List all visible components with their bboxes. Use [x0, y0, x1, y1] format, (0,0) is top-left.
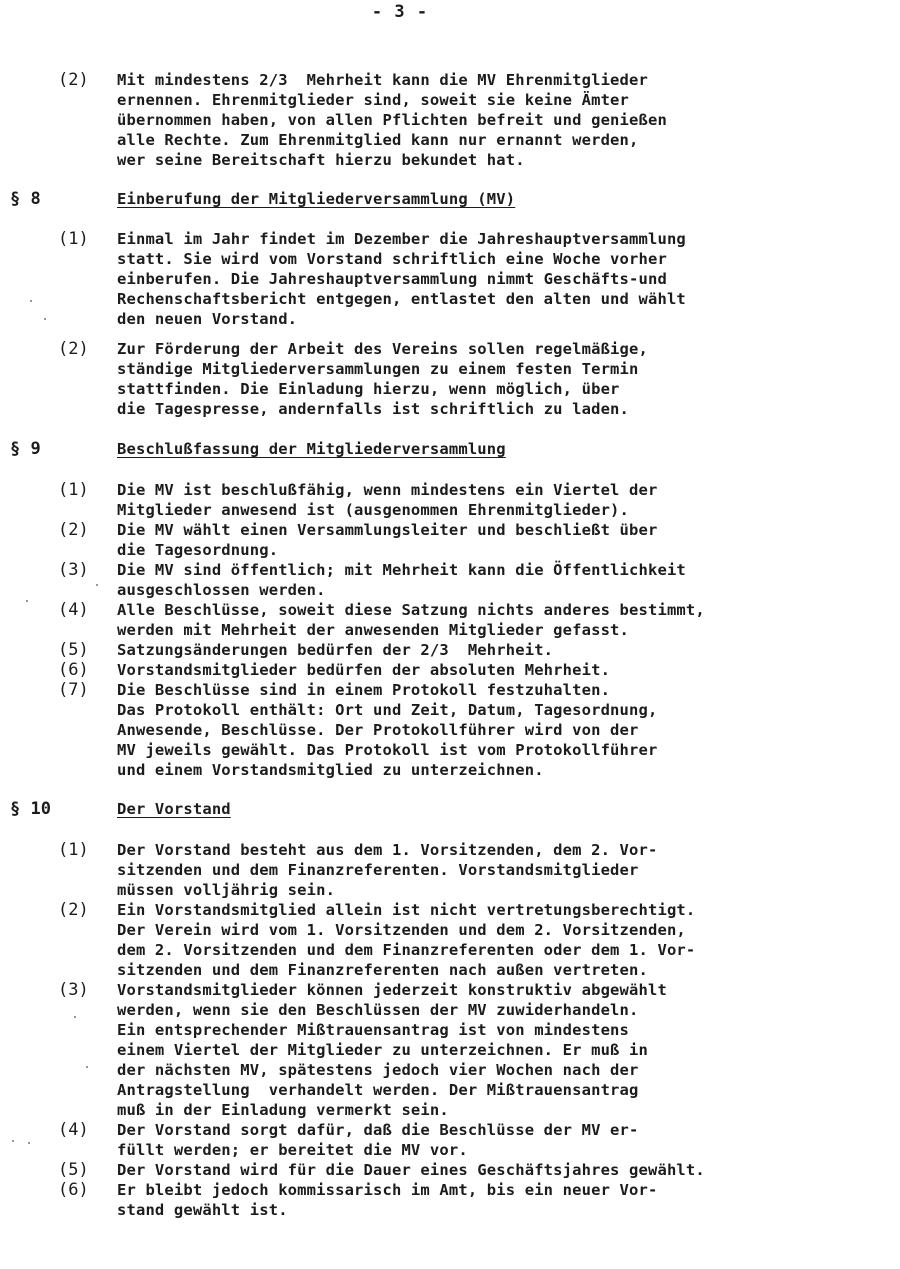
text-line: Die Beschlüsse sind in einem Protokoll festzuhalten. — [117, 681, 611, 699]
text-line: Der Verein wird vom 1. Vorsitzenden und dem 2. Vorsitzenden, — [117, 921, 686, 939]
text-line: die Tagesordnung. — [117, 541, 279, 559]
text-line: werden, wenn sie den Beschlüssen der MV zuwiderhandeln. — [117, 1001, 639, 1019]
paragraph-number: (3) — [58, 560, 89, 580]
scan-speck — [44, 318, 46, 320]
text-line: Einmal im Jahr findet im Dezember die Jahreshauptversammlung — [117, 230, 686, 248]
scan-speck — [86, 1066, 88, 1068]
paragraph-number: (4) — [58, 600, 89, 620]
text-line: wer seine Bereitschaft hierzu bekundet hat. — [117, 151, 525, 169]
text-line: dem 2. Vorsitzenden und dem Finanzreferenten oder dem 1. Vor- — [117, 941, 696, 959]
paragraph-number: (2) — [58, 900, 89, 920]
text-line: müssen volljährig sein. — [117, 881, 336, 899]
text-line: MV jeweils gewählt. Das Protokoll ist vom Protokollführer — [117, 741, 658, 759]
paragraph-number: (1) — [58, 840, 89, 860]
text-line: Der Vorstand wird für die Dauer eines Geschäftsjahres gewählt. — [117, 1161, 705, 1179]
text-line: stattfinden. Die Einladung hierzu, wenn möglich, über — [117, 380, 620, 398]
text-line: die Tagespresse, andernfalls ist schriftlich zu laden. — [117, 400, 630, 418]
section-marker: § 9 — [10, 439, 41, 459]
scan-speck — [30, 300, 32, 302]
text-line: einem Viertel der Mitglieder zu unterzeichnen. Er muß in — [117, 1041, 648, 1059]
paragraph-number: (2) — [58, 339, 89, 359]
paragraph-number: (6) — [58, 660, 89, 680]
paragraph-number: (6) — [58, 1180, 89, 1200]
text-line: füllt werden; er bereitet die MV vor. — [117, 1141, 468, 1159]
text-line: Vorstandsmitglieder können jederzeit konstruktiv abgewählt — [117, 981, 667, 999]
text-line: alle Rechte. Zum Ehrenmitglied kann nur ernannt werden, — [117, 131, 639, 149]
text-line: sitzenden und dem Finanzreferenten nach außen vertreten. — [117, 961, 648, 979]
paragraph-number: (4) — [58, 1120, 89, 1140]
paragraph-number: (5) — [58, 1160, 89, 1180]
text-line: Der Vorstand sorgt dafür, daß die Beschlüsse der MV er- — [117, 1121, 639, 1139]
text-line: Er bleibt jedoch kommissarisch im Amt, bis ein neuer Vor- — [117, 1181, 658, 1199]
text-line: ständige Mitgliederversammlungen zu einem festen Termin — [117, 360, 639, 378]
paragraph-number: (2) — [58, 70, 89, 90]
paragraph-number: (7) — [58, 680, 89, 700]
paragraph-number: (2) — [58, 520, 89, 540]
text-line: und einem Vorstandsmitglied zu unterzeichnen. — [117, 761, 544, 779]
text-line: Das Protokoll enthält: Ort und Zeit, Datum, Tagesordnung, — [117, 701, 658, 719]
scan-speck — [28, 1142, 30, 1144]
text-line: sitzenden und dem Finanzreferenten. Vorstandsmitglieder — [117, 861, 639, 879]
paragraph-number: (1) — [58, 480, 89, 500]
text-line: Die MV wählt einen Versammlungsleiter und beschließt über — [117, 521, 658, 539]
scan-speck — [26, 600, 28, 602]
page-number: - 3 - — [371, 2, 429, 22]
text-line: Ein entsprechender Mißtrauensantrag ist von mindestens — [117, 1021, 630, 1039]
text-line: werden mit Mehrheit der anwesenden Mitglieder gefasst. — [117, 621, 630, 639]
text-line: Zur Förderung der Arbeit des Vereins sollen regelmäßige, — [117, 340, 648, 358]
text-line: Satzungsänderungen bedürfen der 2/3 Mehrheit. — [117, 641, 554, 659]
text-line: Ein Vorstandsmitglied allein ist nicht vertretungsberechtigt. — [117, 901, 696, 919]
text-line: den neuen Vorstand. — [117, 310, 298, 328]
section-heading: Beschlußfassung der Mitgliederversammlung — [117, 440, 506, 458]
paragraph-number: (3) — [58, 980, 89, 1000]
text-line: Vorstandsmitglieder bedürfen der absoluten Mehrheit. — [117, 661, 611, 679]
text-line: ausgeschlossen werden. — [117, 581, 326, 599]
text-line: Die MV ist beschlußfähig, wenn mindestens ein Viertel der — [117, 481, 658, 499]
text-line: Die MV sind öffentlich; mit Mehrheit kann die Öffentlichkeit — [117, 561, 686, 579]
section-heading: Der Vorstand — [117, 800, 231, 818]
text-line: einberufen. Die Jahreshauptversammlung nimmt Geschäfts-und — [117, 270, 667, 288]
text-line: muß in der Einladung vermerkt sein. — [117, 1101, 449, 1119]
text-line: übernommen haben, von allen Pflichten befreit und genießen — [117, 111, 667, 129]
text-line: Antragstellung verhandelt werden. Der Mißtrauensantrag — [117, 1081, 639, 1099]
text-line: ernennen. Ehrenmitglieder sind, soweit sie keine Ämter — [117, 91, 630, 109]
text-line: Mitglieder anwesend ist (ausgenommen Ehrenmitglieder). — [117, 501, 630, 519]
text-line: Mit mindestens 2/3 Mehrheit kann die MV Ehrenmitglieder — [117, 71, 648, 89]
text-line: Der Vorstand besteht aus dem 1. Vorsitzenden, dem 2. Vor- — [117, 841, 658, 859]
text-line: Rechenschaftsbericht entgegen, entlastet den alten und wählt — [117, 290, 686, 308]
paragraph-number: (5) — [58, 640, 89, 660]
scan-speck — [74, 1016, 76, 1018]
text-line: Anwesende, Beschlüsse. Der Protokollführer wird von der — [117, 721, 639, 739]
text-line: stand gewählt ist. — [117, 1201, 288, 1219]
text-line: statt. Sie wird vom Vorstand schriftlich eine Woche vorher — [117, 250, 667, 268]
section-marker: § 10 — [10, 799, 51, 819]
section-heading: Einberufung der Mitgliederversammlung (MV) — [117, 190, 516, 208]
paragraph-number: (1) — [58, 229, 89, 249]
text-line: Alle Beschlüsse, soweit diese Satzung nichts anderes bestimmt, — [117, 601, 705, 619]
scan-speck — [12, 1140, 14, 1142]
text-line: der nächsten MV, spätestens jedoch vier Wochen nach der — [117, 1061, 639, 1079]
scan-speck — [96, 584, 98, 586]
section-marker: § 8 — [10, 189, 41, 209]
